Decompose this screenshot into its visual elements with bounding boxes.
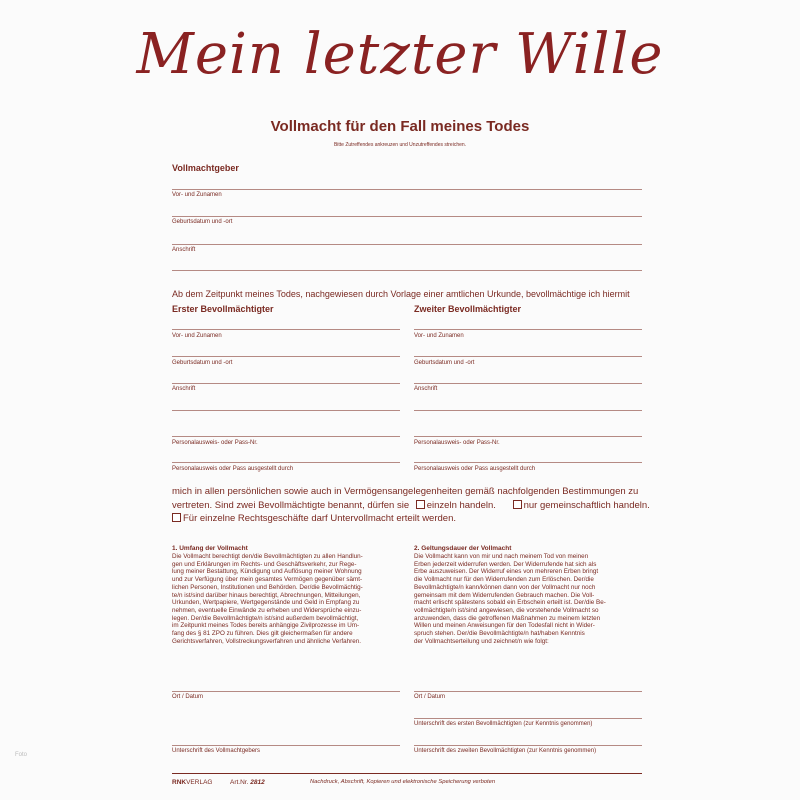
grantor-name-line[interactable] bbox=[172, 189, 642, 190]
agent1-issuer-label: Personalausweis oder Pass ausgestellt durch bbox=[172, 466, 294, 472]
section1-line: legen. Der/die Bevollmächtigte/n ist/sind außerdem bevollmächtigt, bbox=[172, 614, 359, 622]
agent1-birth-label: Geburtsdatum und -ort bbox=[172, 360, 233, 366]
publisher-logo bbox=[172, 779, 212, 786]
individual-checkbox[interactable] bbox=[416, 500, 425, 509]
watermark: Foto bbox=[15, 752, 28, 758]
grantor-signature-label: Unterschrift des Vollmachtgebers bbox=[172, 748, 261, 754]
agent2-id-line[interactable] bbox=[414, 436, 642, 437]
grantor-name-label: Vor- und Zunamen bbox=[172, 192, 222, 198]
grantor-heading: Vollmachtgeber bbox=[172, 163, 239, 173]
section2-line: Erbe auszuweisen. Der Widerruf eines von mehreren Erben bringt bbox=[414, 568, 599, 576]
joint-option-label: nur gemeinschaftlich handeln. bbox=[523, 500, 650, 511]
section2-line: vollmächtigte/n ist/sind angewiesen, die vorstehende Vollmacht so bbox=[414, 606, 599, 614]
agent1-signature-label: Unterschrift des ersten Bevollmächtigten (zur Kenntnis genommen) bbox=[414, 721, 593, 727]
publisher-brand-rest: VERLAG bbox=[186, 779, 213, 786]
section1-line: Gerichtsverfahren, Vollstreckungsverfahren und ähnliche Verfahren. bbox=[172, 637, 362, 645]
place-date-right-label: Ort / Datum bbox=[414, 694, 446, 700]
section2-line: gemeinsam mit dem Widerrufenden Gebrauch machen. Die Voll- bbox=[414, 591, 595, 599]
section1-line: im Zeitpunkt meines Todes bereits anhängige Zivilprozesse im Um- bbox=[172, 622, 360, 630]
section2-line: Die Vollmacht kann von mir und nach meinem Tod von meinen bbox=[414, 553, 589, 560]
section1-line: nehmen, eventuelle Einwände zu erheben und Widersprüche einzu- bbox=[172, 606, 362, 614]
agent2-issuer-label: Personalausweis oder Pass ausgestellt durch bbox=[414, 466, 536, 472]
place-date-left-label: Ort / Datum bbox=[172, 694, 204, 700]
agent1-signature-line[interactable] bbox=[414, 718, 642, 719]
article-label: Art.Nr. bbox=[230, 779, 249, 786]
copyright-notice: Nachdruck, Abschrift, Kopieren und elektronische Speicherung verboten bbox=[310, 779, 496, 785]
matters-line-3 bbox=[172, 512, 456, 526]
agent2-address-line[interactable] bbox=[414, 383, 642, 384]
section2-body bbox=[414, 553, 644, 645]
matters-line-1: mich in allen persönlichen sowie auch in Vermögensangelegenheiten gemäß nachfolgenden Bestimmungen zu bbox=[172, 486, 639, 497]
section1-heading: 1. Umfang der Vollmacht bbox=[172, 545, 248, 552]
agent2-birth-label: Geburtsdatum und -ort bbox=[414, 360, 475, 366]
agent2-issuer-line[interactable] bbox=[414, 462, 642, 463]
agent1-address-line-2[interactable] bbox=[172, 410, 400, 411]
script-title: Mein letzter Wille bbox=[136, 22, 664, 87]
agent2-address-line-2[interactable] bbox=[414, 410, 642, 411]
individual-option-label: einzeln handeln. bbox=[426, 500, 496, 511]
document-title: Vollmacht für den Fall meines Todes bbox=[270, 118, 530, 135]
grantor-birth-label: Geburtsdatum und -ort bbox=[172, 219, 233, 225]
agent2-address-label: Anschrift bbox=[414, 386, 438, 392]
agent1-address-line[interactable] bbox=[172, 383, 400, 384]
joint-checkbox[interactable] bbox=[513, 500, 522, 509]
section1-line: gen und Erklärungen im Rechts- und Geschäftsverkehr, zur Rege- bbox=[172, 560, 357, 568]
agent1-birth-line[interactable] bbox=[172, 356, 400, 357]
agent1-heading: Erster Bevollmächtigter bbox=[172, 304, 274, 314]
agent2-id-label: Personalausweis- oder Pass-Nr. bbox=[414, 440, 500, 446]
agent1-id-line[interactable] bbox=[172, 436, 400, 437]
agent2-name-line[interactable] bbox=[414, 329, 642, 330]
section2-line: Willen und meinen Anweisungen für den Todesfall nicht in Wider- bbox=[414, 622, 595, 630]
agent1-issuer-line[interactable] bbox=[172, 462, 400, 463]
agent2-signature-line[interactable] bbox=[414, 745, 642, 746]
section1-body bbox=[172, 553, 402, 645]
agent1-address-label: Anschrift bbox=[172, 386, 196, 392]
place-date-left-line[interactable] bbox=[172, 691, 400, 692]
substitute-option-label: Für einzelne Rechtsgeschäfte darf Untervollmacht erteilt werden. bbox=[183, 513, 456, 524]
section2-line: macht erlischt spätestens sobald ein Erbschein erteilt ist. Der/die Be- bbox=[414, 599, 606, 607]
instruction-note: Bitte Zutreffendes ankreuzen und Unzutreffendes streichen. bbox=[333, 142, 467, 148]
section1-line: Urkunden, Wertpapiere, Wertgegenstände und Geld in Empfang zu bbox=[172, 599, 360, 607]
place-date-right-line[interactable] bbox=[414, 691, 642, 692]
section2-line: die Vollmacht nur für den Widerrufenden zum Erlöschen. Der/die bbox=[414, 576, 594, 584]
agent2-heading: Zweiter Bevollmächtigter bbox=[414, 304, 522, 314]
section2-line: spruch stehen. Der/die Bevollmächtigte/n hat/haben Kenntnis bbox=[414, 630, 585, 638]
section1-line: lung meiner Bestattung, Kündigung und Auflösung meiner Wohnung bbox=[172, 568, 362, 576]
matters-line-2-text: vertreten. Sind zwei Bevollmächtigte benannt, dürfen sie bbox=[172, 500, 410, 511]
article-number bbox=[230, 779, 265, 786]
publisher-brand-bold: RNK bbox=[172, 779, 187, 786]
matters-line-2 bbox=[172, 499, 650, 513]
section2-line: Bevollmächtigte/n kann/können dann von der Vollmacht nur noch bbox=[414, 583, 596, 591]
agent1-name-label: Vor- und Zunamen bbox=[172, 333, 222, 339]
section2-heading: 2. Geltungsdauer der Vollmacht bbox=[414, 545, 512, 552]
agent2-name-label: Vor- und Zunamen bbox=[414, 333, 464, 339]
article-number-value: 2812 bbox=[250, 779, 265, 786]
section1-line: lichen Personen, Institutionen und Behörden. Der/die Bevollmächtig- bbox=[172, 583, 363, 591]
section1-line: fang des § 81 ZPO zu führen. Dies gilt gleichermaßen für andere bbox=[172, 630, 353, 638]
section1-line: te/n ist/sind darüber hinaus berechtigt, Abrechnungen, Mitteilungen, bbox=[172, 591, 361, 599]
section2-line: der Vollmachtserteilung und zeichnet/n wie folgt: bbox=[414, 637, 549, 645]
footer-divider bbox=[172, 773, 642, 774]
section2-line: Erben jederzeit widerrufen werden. Der Widerrufende hat sich als bbox=[414, 560, 597, 568]
grantor-signature-line[interactable] bbox=[172, 745, 400, 746]
agent1-name-line[interactable] bbox=[172, 329, 400, 330]
section1-line: Die Vollmacht berechtigt den/die Bevollmächtigten zu allen Handlun- bbox=[172, 553, 363, 560]
agent2-birth-line[interactable] bbox=[414, 356, 642, 357]
grantor-address-line[interactable] bbox=[172, 244, 642, 245]
grantor-address-line-2[interactable] bbox=[172, 270, 642, 271]
section2-line: anzuwenden, dass die getroffenen Maßnahmen zu meinem letzten bbox=[414, 614, 601, 622]
intro-text: Ab dem Zeitpunkt meines Todes, nachgewiesen durch Vorlage einer amtlichen Urkunde, bevollmächtige ich hiermit bbox=[172, 289, 630, 299]
agent2-signature-label: Unterschrift des zweiten Bevollmächtigten (zur Kenntnis genommen) bbox=[414, 748, 597, 754]
agent1-id-label: Personalausweis- oder Pass-Nr. bbox=[172, 440, 258, 446]
grantor-birth-line[interactable] bbox=[172, 216, 642, 217]
section1-line: und zur Verfügung über mein gesamtes Vermögen gegenüber sämt- bbox=[172, 576, 363, 584]
substitute-checkbox[interactable] bbox=[172, 513, 181, 522]
grantor-address-label: Anschrift bbox=[172, 247, 196, 253]
